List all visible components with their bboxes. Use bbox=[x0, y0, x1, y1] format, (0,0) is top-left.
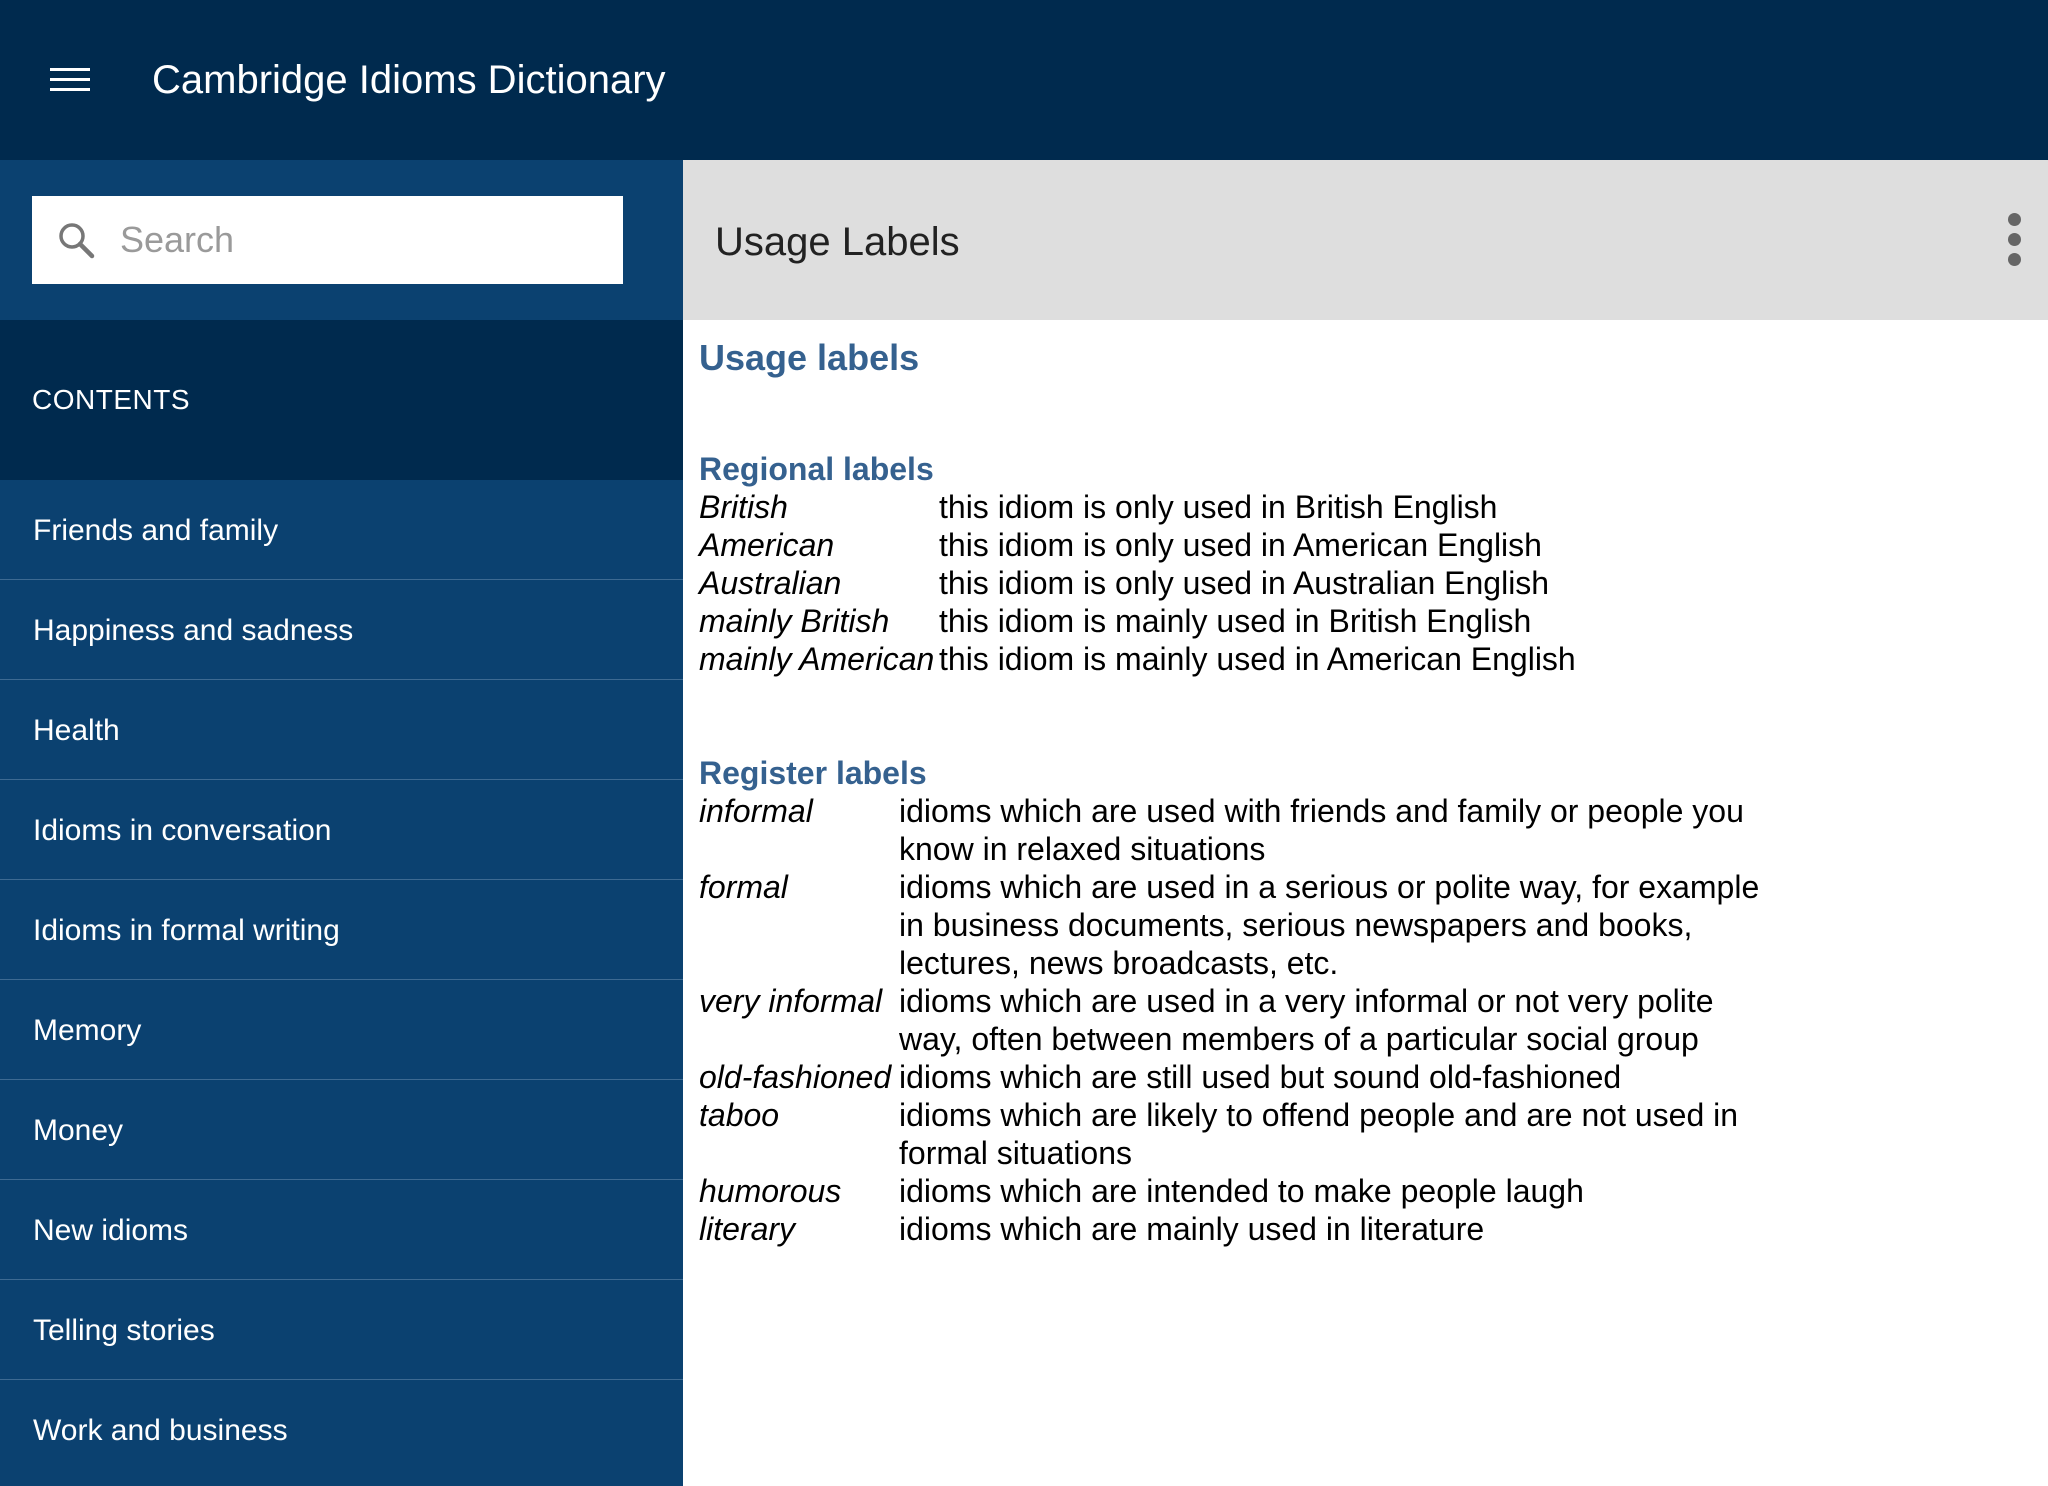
label-row bbox=[699, 640, 2019, 678]
label-definition: idioms which are used in a very informal or not very polite way, often between members of a particular social group bbox=[899, 983, 1714, 1057]
label-row bbox=[699, 488, 2019, 526]
sidebar-item-label: Idioms in formal writing bbox=[33, 914, 340, 947]
contents-header bbox=[0, 320, 683, 480]
label-row bbox=[699, 1058, 2019, 1096]
sidebar-item-label: New idioms bbox=[33, 1214, 189, 1247]
label-definition: this idiom is only used in American English bbox=[939, 527, 1542, 563]
sidebar-item-friends-and-family[interactable] bbox=[0, 480, 683, 580]
sidebar-item-idioms-in-conversation[interactable] bbox=[0, 780, 683, 880]
label-definition: idioms which are mainly used in literature bbox=[899, 1211, 1485, 1247]
label-term: informal bbox=[699, 793, 813, 829]
sidebar-item-label: Friends and family bbox=[33, 514, 279, 547]
sidebar bbox=[0, 160, 683, 1486]
label-row bbox=[699, 792, 2019, 868]
sidebar-item-label: Memory bbox=[33, 1014, 142, 1047]
sidebar-item-idioms-in-formal-writing[interactable] bbox=[0, 880, 683, 980]
label-definition: idioms which are used with friends and family or people you know in relaxed situations bbox=[899, 793, 1744, 867]
search-icon bbox=[56, 220, 96, 260]
sidebar-item-memory[interactable] bbox=[0, 980, 683, 1080]
label-row bbox=[699, 1096, 2019, 1172]
label-term: taboo bbox=[699, 1097, 780, 1133]
sidebar-item-label: Money bbox=[33, 1114, 124, 1147]
sidebar-item-money[interactable] bbox=[0, 1080, 683, 1180]
sidebar-item-label: Work and business bbox=[33, 1414, 288, 1447]
label-term: Australian bbox=[699, 565, 842, 601]
label-row bbox=[699, 1172, 2019, 1210]
label-definition: idioms which are still used but sound old-fashioned bbox=[899, 1059, 1622, 1095]
more-options-icon[interactable] bbox=[2000, 210, 2028, 270]
label-definition: idioms which are intended to make people laugh bbox=[899, 1173, 1584, 1209]
sidebar-item-new-idioms[interactable] bbox=[0, 1180, 683, 1280]
label-row bbox=[699, 602, 2019, 640]
label-term: mainly American bbox=[699, 641, 935, 677]
sidebar-item-telling-stories[interactable] bbox=[0, 1280, 683, 1380]
contents-label: CONTENTS bbox=[32, 384, 190, 415]
label-row bbox=[699, 982, 2019, 1058]
sidebar-item-happiness-and-sadness[interactable] bbox=[0, 580, 683, 680]
label-definition: this idiom is mainly used in American English bbox=[939, 641, 1576, 677]
regional-labels-heading: Regional labels bbox=[699, 451, 934, 487]
hamburger-menu-icon[interactable] bbox=[48, 64, 96, 96]
sidebar-item-health[interactable] bbox=[0, 680, 683, 780]
label-term: old-fashioned bbox=[699, 1059, 892, 1095]
content-header bbox=[683, 160, 2048, 320]
contents-list bbox=[0, 480, 683, 1480]
app-title: Cambridge Idioms Dictionary bbox=[152, 58, 666, 102]
page-title: Usage Labels bbox=[715, 220, 960, 264]
label-term: very informal bbox=[699, 983, 883, 1019]
label-row bbox=[699, 526, 2019, 564]
label-term: American bbox=[699, 527, 835, 563]
sidebar-item-label: Telling stories bbox=[33, 1314, 215, 1347]
label-row bbox=[699, 1210, 2019, 1248]
label-term: literary bbox=[699, 1211, 796, 1247]
label-term: mainly British bbox=[699, 603, 890, 639]
label-term: British bbox=[699, 489, 788, 525]
register-labels-list bbox=[699, 792, 2019, 1248]
label-definition: idioms which are used in a serious or polite way, for example in business documents, serious newspapers and books, lectures, news broadcasts, etc. bbox=[899, 869, 1760, 981]
search-bar bbox=[0, 160, 683, 320]
sidebar-item-work-and-business[interactable] bbox=[0, 1380, 683, 1480]
register-labels-heading: Register labels bbox=[699, 755, 927, 791]
label-definition: this idiom is mainly used in British English bbox=[939, 603, 1532, 639]
label-definition: this idiom is only used in British English bbox=[939, 489, 1498, 525]
label-term: humorous bbox=[699, 1173, 842, 1209]
search-input[interactable] bbox=[112, 212, 602, 268]
article-heading: Usage labels bbox=[699, 337, 920, 378]
label-row bbox=[699, 564, 2019, 602]
sidebar-item-label: Idioms in conversation bbox=[33, 814, 332, 847]
label-definition: this idiom is only used in Australian English bbox=[939, 565, 1550, 601]
app-bar bbox=[0, 0, 2048, 160]
regional-labels-list bbox=[699, 488, 2019, 678]
label-definition: idioms which are likely to offend people and are not used in formal situations bbox=[899, 1097, 1739, 1171]
label-term: formal bbox=[699, 869, 788, 905]
search-box[interactable] bbox=[32, 196, 623, 284]
label-row bbox=[699, 868, 2019, 982]
sidebar-item-label: Happiness and sadness bbox=[33, 614, 354, 647]
sidebar-item-label: Health bbox=[33, 714, 120, 747]
